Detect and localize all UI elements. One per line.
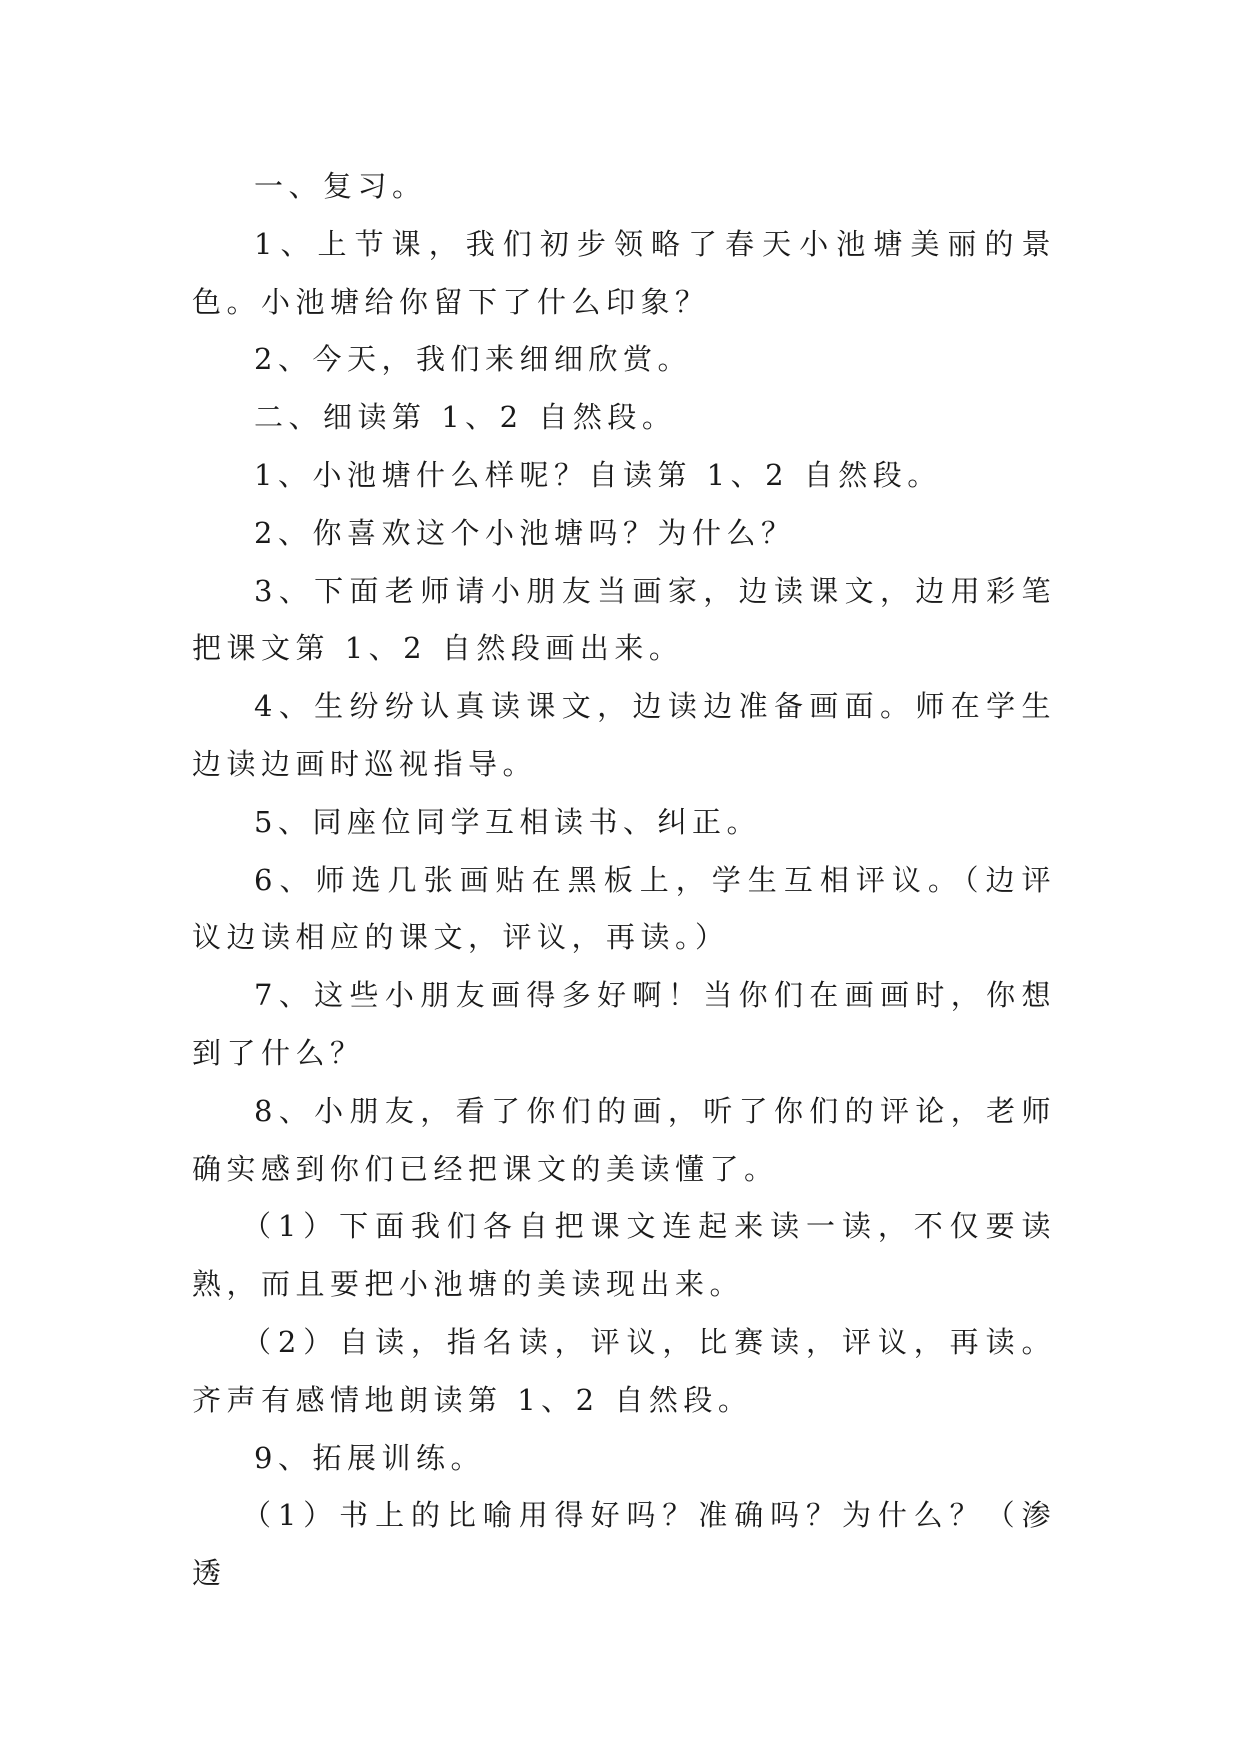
paragraph-4: 4、生纷纷认真读课文，边读边准备画面。师在学生边读边画时巡视指导。 xyxy=(192,689,1056,781)
paragraph-review-heading: 一、复习。 xyxy=(254,169,427,203)
paragraph-1: 1、小池塘什么样呢？自读第 1、2 自然段。 xyxy=(254,457,942,492)
paragraph-8-sub-2: （2）自读，指名读，评议，比赛读，评议，再读。齐声有感情地朗读第 1、2 自然段。 xyxy=(192,1324,1056,1417)
paragraph-9: 9、拓展训练。 xyxy=(254,1440,485,1475)
paragraph-8: 8、小朋友，看了你们的画，听了你们的评论，老师确实感到你们已经把课文的美读懂了。 xyxy=(192,1093,1056,1186)
paragraph-2: 2、你喜欢这个小池塘吗？为什么？ xyxy=(254,515,796,550)
paragraph-6: 6、师选几张画贴在黑板上，学生互相评议。（边评议边读相应的课文，评议，再读。） xyxy=(192,862,1056,955)
paragraph-close-reading-heading: 二、细读第 1、2 自然段。 xyxy=(254,400,677,435)
paragraph-5: 5、同座位同学互相读书、纠正。 xyxy=(254,804,761,839)
paragraph-2: 2、今天，我们来细细欣赏。 xyxy=(254,342,692,377)
paragraph-1: 1、上节课，我们初步领略了春天小池塘美丽的景色。小池塘给你留下了什么印象？ xyxy=(192,226,1056,319)
document-body xyxy=(192,158,1056,1603)
paragraph-9-sub-1: （1）书上的比喻用得好吗？准确吗？为什么？（渗透 xyxy=(192,1498,1056,1591)
paragraph-7: 7、这些小朋友画得多好啊！当你们在画画时，你想到了什么？ xyxy=(192,978,1056,1070)
paragraph-8-sub-1: （1）下面我们各自把课文连起来读一读，不仅要读熟，而且要把小池塘的美读现出来。 xyxy=(192,1209,1056,1302)
paragraph-3: 3、下面老师请小朋友当画家，边读课文，边用彩笔把课文第 1、2 自然段画出来。 xyxy=(192,573,1056,666)
